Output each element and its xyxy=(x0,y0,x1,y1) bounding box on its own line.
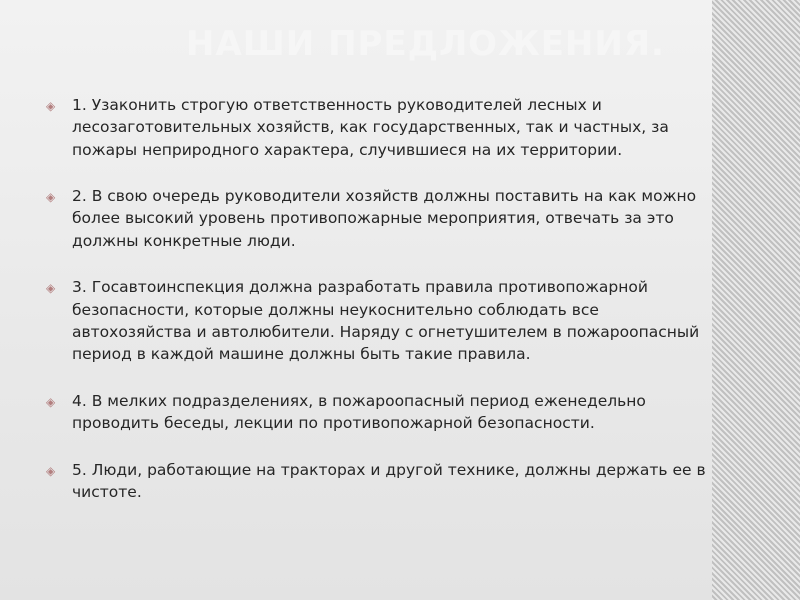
list-item xyxy=(42,94,712,161)
list-item xyxy=(42,276,712,365)
list-item-text: 2. В свою очередь руководители хозяйств должны поставить на как можно более высокий уровень противопожарные мероприятия, отвечать за это должны конкретные люди. xyxy=(72,187,697,250)
list-item-text: 5. Люди, работающие на тракторах и другой технике, должны держать ее в чистоте. xyxy=(72,460,706,502)
bullet-icon: ◈ xyxy=(46,463,56,478)
list-item-text: 4. В мелких подразделениях, в пожароопасный период еженедельно проводить беседы, лекции по противопожарной безопасности. xyxy=(72,391,646,433)
list-item xyxy=(42,185,712,252)
bullet-icon: ◈ xyxy=(46,99,56,113)
bullet-list xyxy=(42,94,712,528)
list-item-text: 3. Госавтоинспекция должна разработать правила противопожарной безопасности, которые должны неукоснительно соблюдать все автохозяйства и автолюбители. Наряду с огнетушителем в пожароопасный период в каждой машине должны быть такие правила. xyxy=(72,278,700,364)
decorative-stripe xyxy=(712,0,800,600)
list-item xyxy=(42,459,712,504)
list-item-text: 1. Узаконить строгую ответственность руководителей лесных и лесозаготовительных хозяйств, как государственных, так и частных, за пожары неприродного характера, случившиеся на их территории. xyxy=(72,96,669,159)
list-item xyxy=(42,390,712,435)
bullet-icon: ◈ xyxy=(46,394,56,409)
bullet-icon: ◈ xyxy=(46,190,56,205)
slide-title: НАШИ ПРЕДЛОЖЕНИЯ. xyxy=(186,24,665,64)
bullet-icon: ◈ xyxy=(46,281,56,296)
